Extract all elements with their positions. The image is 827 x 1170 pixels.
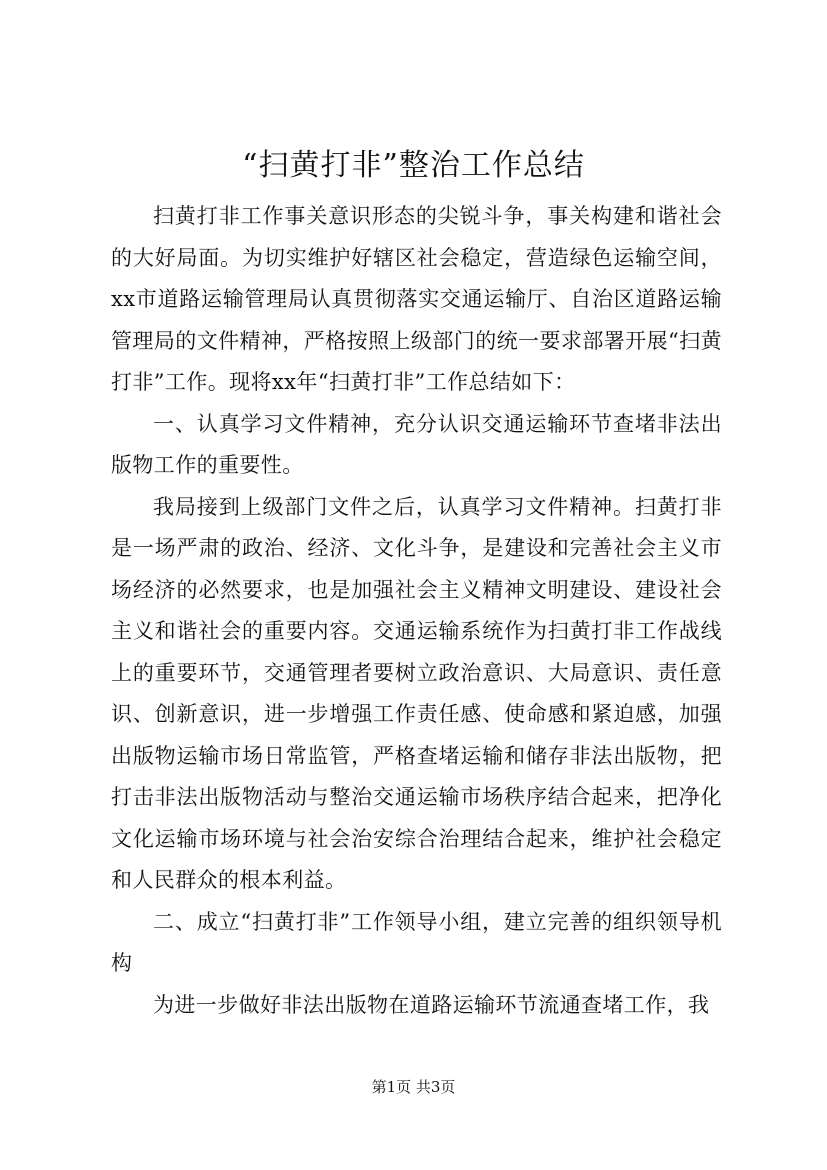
paragraph-intro: 扫黄打非工作事关意识形态的尖锐斗争，事关构建和谐社会的大好局面。为切实维护好辖区社会稳定，营造绿色运输空间，xx市道路运输管理局认真贯彻落实交通运输厅、自治区道路运输管理局的文件精神，严格按照上级部门的统一要求部署开展“扫黄打非”工作。现将xx年“扫黄打非”工作总结如下： — [111, 204, 722, 394]
paragraph-section-1-heading: 一、认真学习文件精神，充分认识交通运输环节查堵非法出版物工作的重要性。 — [111, 411, 722, 477]
page-number-footer: 第1页 共3页 — [371, 1078, 456, 1096]
document-title: “扫黄打非”整治工作总结 — [242, 148, 585, 183]
document-body — [111, 196, 722, 1026]
paragraph-section-1-body: 我局接到上级部门文件之后，认真学习文件精神。扫黄打非是一场严肃的政治、经济、文化斗争，是建设和完善社会主义市场经济的必然要求，也是加强社会主义精神文明建设、建设社会主义和谐社会的重要内容。交通运输系统作为扫黄打非工作战线上的重要环节，交通管理者要树立政治意识、大局意识、责任意识、创新意识，进一步增强工作责任感、使命感和紧迫感，加强出版物运输市场日常监管，严格查堵运输和储存非法出版物，把打击非法出版物活动与整治交通运输市场秩序结合起来，把净化文化运输市场环境与社会治安综合治理结合起来，维护社会稳定和人民群众的根本利益。 — [111, 494, 722, 892]
paragraph-section-2-heading: 二、成立“扫黄打非”工作领导小组，建立完善的组织领导机构 — [111, 909, 722, 975]
paragraph-section-2-body: 为进一步做好非法出版物在道路运输环节流通查堵工作，我 — [153, 992, 710, 1017]
